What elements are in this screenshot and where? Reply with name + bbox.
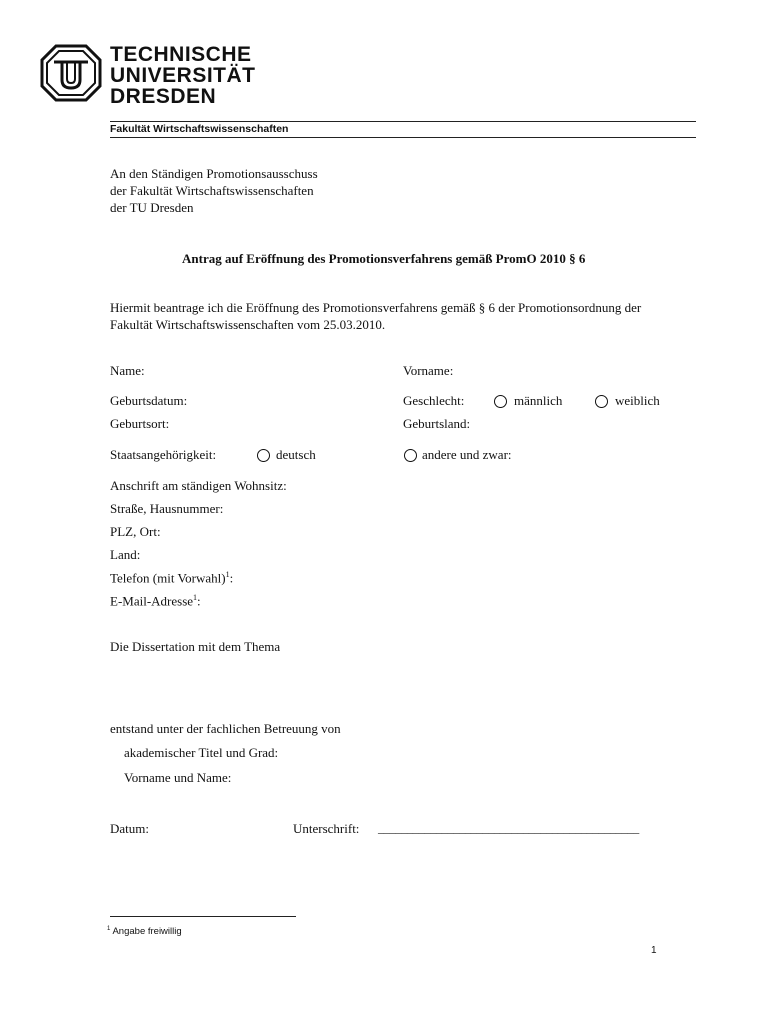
tu-logo-icon <box>40 44 102 102</box>
radio-andere-label: andere und zwar: <box>422 447 512 462</box>
footnote-rule <box>110 916 296 917</box>
datum-label: Datum: <box>110 821 149 836</box>
tu-dresden-logo <box>40 44 102 107</box>
supervisor-name-label: Vorname und Name: <box>124 770 232 785</box>
footnote-text: Angabe freiwillig <box>112 926 182 938</box>
supervision-intro: entstand unter der fachlichen Betreuung von <box>110 721 341 736</box>
radio-weiblich-label: weiblich <box>615 393 660 408</box>
field-geburtsort-label: Geburtsort: <box>110 416 170 431</box>
unterschrift-label: Unterschrift: <box>293 821 360 836</box>
page-number: 1 <box>651 945 657 956</box>
field-staatsangehoerigkeit-label: Staatsangehörigkeit: <box>110 447 217 462</box>
field-telefon-label <box>110 570 233 586</box>
field-land-label: Land: <box>110 547 141 562</box>
footnote-ref: 1 <box>225 570 230 579</box>
logo-line-1: TECHNISCHE <box>110 43 252 66</box>
footnote <box>107 926 182 937</box>
field-name-label: Name: <box>110 363 145 378</box>
radio-maennlich[interactable] <box>494 395 507 408</box>
radio-weiblich[interactable] <box>595 395 608 408</box>
radio-andere[interactable] <box>404 449 417 462</box>
email-text: E-Mail-Adresse <box>110 593 194 609</box>
intro-line-1: Hiermit beantrage ich die Eröffnung des Promotionsverfahrens gemäß § 6 der Promotionsordnung der <box>110 300 642 315</box>
address-line-3: der TU Dresden <box>110 200 194 215</box>
page-title: Antrag auf Eröffnung des Promotionsverfahrens gemäß PromO 2010 § 6 <box>182 251 586 266</box>
radio-deutsch-label: deutsch <box>276 447 316 462</box>
address-line-1: An den Ständigen Promotionsausschuss <box>110 166 318 181</box>
footnote-ref: 1 <box>193 593 198 602</box>
email-colon: : <box>197 593 201 609</box>
field-strasse-label: Straße, Hausnummer: <box>110 501 224 516</box>
telefon-text: Telefon (mit Vorwahl) <box>110 570 226 586</box>
field-geburtsland-label: Geburtsland: <box>403 416 471 431</box>
field-email-label <box>110 593 201 609</box>
field-geburtsdatum-label: Geburtsdatum: <box>110 393 188 408</box>
intro-line-2: Fakultät Wirtschaftswissenschaften vom 25.03.2010. <box>110 317 386 332</box>
logo-line-3: DRESDEN <box>110 85 217 108</box>
logo-line-2: UNIVERSITÄT <box>110 64 256 87</box>
dissertation-label: Die Dissertation mit dem Thema <box>110 639 281 654</box>
footnote-mark: 1 <box>107 926 111 932</box>
radio-maennlich-label: männlich <box>514 393 563 408</box>
field-plz-label: PLZ, Ort: <box>110 524 161 539</box>
radio-deutsch[interactable] <box>257 449 270 462</box>
address-line-2: der Fakultät Wirtschaftswissenschaften <box>110 183 314 198</box>
field-vorname-label: Vorname: <box>403 363 454 378</box>
field-geschlecht-label: Geschlecht: <box>403 393 465 408</box>
field-anschrift-label: Anschrift am ständigen Wohnsitz: <box>110 478 287 493</box>
header-rule-bottom <box>110 137 696 138</box>
supervisor-title-label: akademischer Titel und Grad: <box>124 745 279 760</box>
header-rule-top <box>110 121 696 122</box>
faculty-label: Fakultät Wirtschaftswissenschaften <box>110 123 289 135</box>
signature-line[interactable]: _____________________________________________ <box>378 821 640 835</box>
telefon-colon: : <box>229 570 234 586</box>
